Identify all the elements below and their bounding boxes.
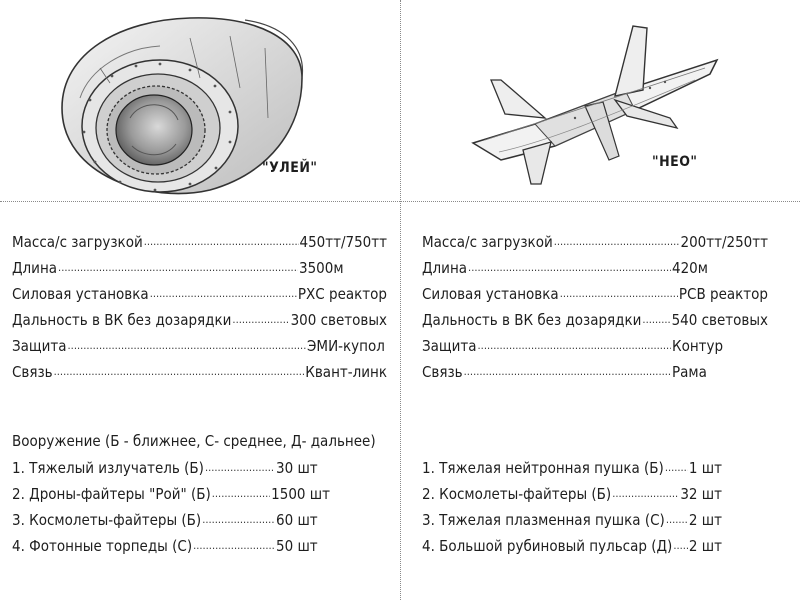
spec-value: 3500м [299, 259, 344, 277]
weapon-count: 50 шт [276, 537, 318, 555]
hive-armament [12, 455, 330, 559]
spec-row [12, 307, 387, 333]
weapon-count: 32 шт [680, 485, 722, 503]
weapon-label: 1. Тяжелая нейтронная пушка (Б) [422, 459, 664, 477]
spec-row [422, 281, 768, 307]
spec-value: РХС реактор [297, 285, 387, 303]
armament-title: Вооружение (Б - ближнее, С- среднее, Д- дальнее) [12, 432, 376, 450]
spec-value: 450тт/750тт [299, 233, 387, 251]
spec-value: Квант-линк [305, 363, 387, 381]
spec-value: ЭМИ-купол [307, 337, 385, 355]
weapon-label: 4. Фотонные торпеды (С) [12, 537, 193, 555]
spec-row [12, 255, 387, 281]
spec-row [12, 359, 387, 385]
spec-label: Масса/с загрузкой [12, 233, 143, 251]
weapon-count: 30 шт [276, 459, 318, 477]
spec-row [12, 333, 387, 359]
spec-value: 420м [672, 259, 708, 277]
vertical-divider [400, 0, 401, 600]
hive-specs [12, 229, 387, 385]
weapon-label: 3. Тяжелая плазменная пушка (С) [422, 511, 665, 529]
weapon-row [12, 533, 330, 559]
spec-label: Связь [12, 363, 53, 381]
spec-label: Защита [12, 337, 67, 355]
neo-specs [422, 229, 768, 385]
spec-value: 300 световых [290, 311, 387, 329]
spec-row [422, 359, 768, 385]
hive-ship-name: "УЛЕЙ" [262, 160, 318, 176]
spec-row [422, 229, 768, 255]
horizontal-divider [0, 201, 800, 202]
spec-label: Силовая установка [12, 285, 149, 303]
weapon-label: 2. Дроны-файтеры "Рой" (Б) [12, 485, 211, 503]
neo-ship-name: "НЕО" [652, 154, 698, 170]
weapon-label: 4. Большой рубиновый пульсар (Д) [422, 537, 673, 555]
spec-row [12, 281, 387, 307]
weapon-label: 1. Тяжелый излучатель (Б) [12, 459, 204, 477]
spec-value: 540 световых [671, 311, 768, 329]
spec-label: Дальность в ВК без дозарядки [12, 311, 232, 329]
neo-armament [422, 455, 722, 559]
spec-label: Длина [422, 259, 468, 277]
weapon-label: 3. Космолеты-файтеры (Б) [12, 511, 202, 529]
spec-label: Защита [422, 337, 477, 355]
spec-label: Силовая установка [422, 285, 559, 303]
spec-row [12, 229, 387, 255]
weapon-row [12, 455, 330, 481]
spec-value: Рама [672, 363, 707, 381]
spec-row [422, 307, 768, 333]
weapon-row [422, 481, 722, 507]
spec-label: Связь [422, 363, 463, 381]
weapon-row [422, 533, 722, 559]
weapon-label: 2. Космолеты-файтеры (Б) [422, 485, 612, 503]
spec-value: Контур [672, 337, 724, 355]
spec-label: Масса/с загрузкой [422, 233, 553, 251]
weapon-row [12, 507, 330, 533]
spec-row [422, 255, 768, 281]
weapon-row [12, 481, 330, 507]
spec-label: Дальность в ВК без дозарядки [422, 311, 642, 329]
weapon-row [422, 507, 722, 533]
spec-value: 200тт/250тт [680, 233, 768, 251]
weapon-row [422, 455, 722, 481]
weapon-count: 60 шт [276, 511, 318, 529]
weapon-count: 1500 шт [271, 485, 330, 503]
spec-value: РСВ реактор [678, 285, 768, 303]
weapon-count: 2 шт [688, 537, 722, 555]
weapon-count: 1 шт [688, 459, 722, 477]
weapon-count: 2 шт [688, 511, 722, 529]
spec-row [422, 333, 768, 359]
spec-label: Длина [12, 259, 58, 277]
